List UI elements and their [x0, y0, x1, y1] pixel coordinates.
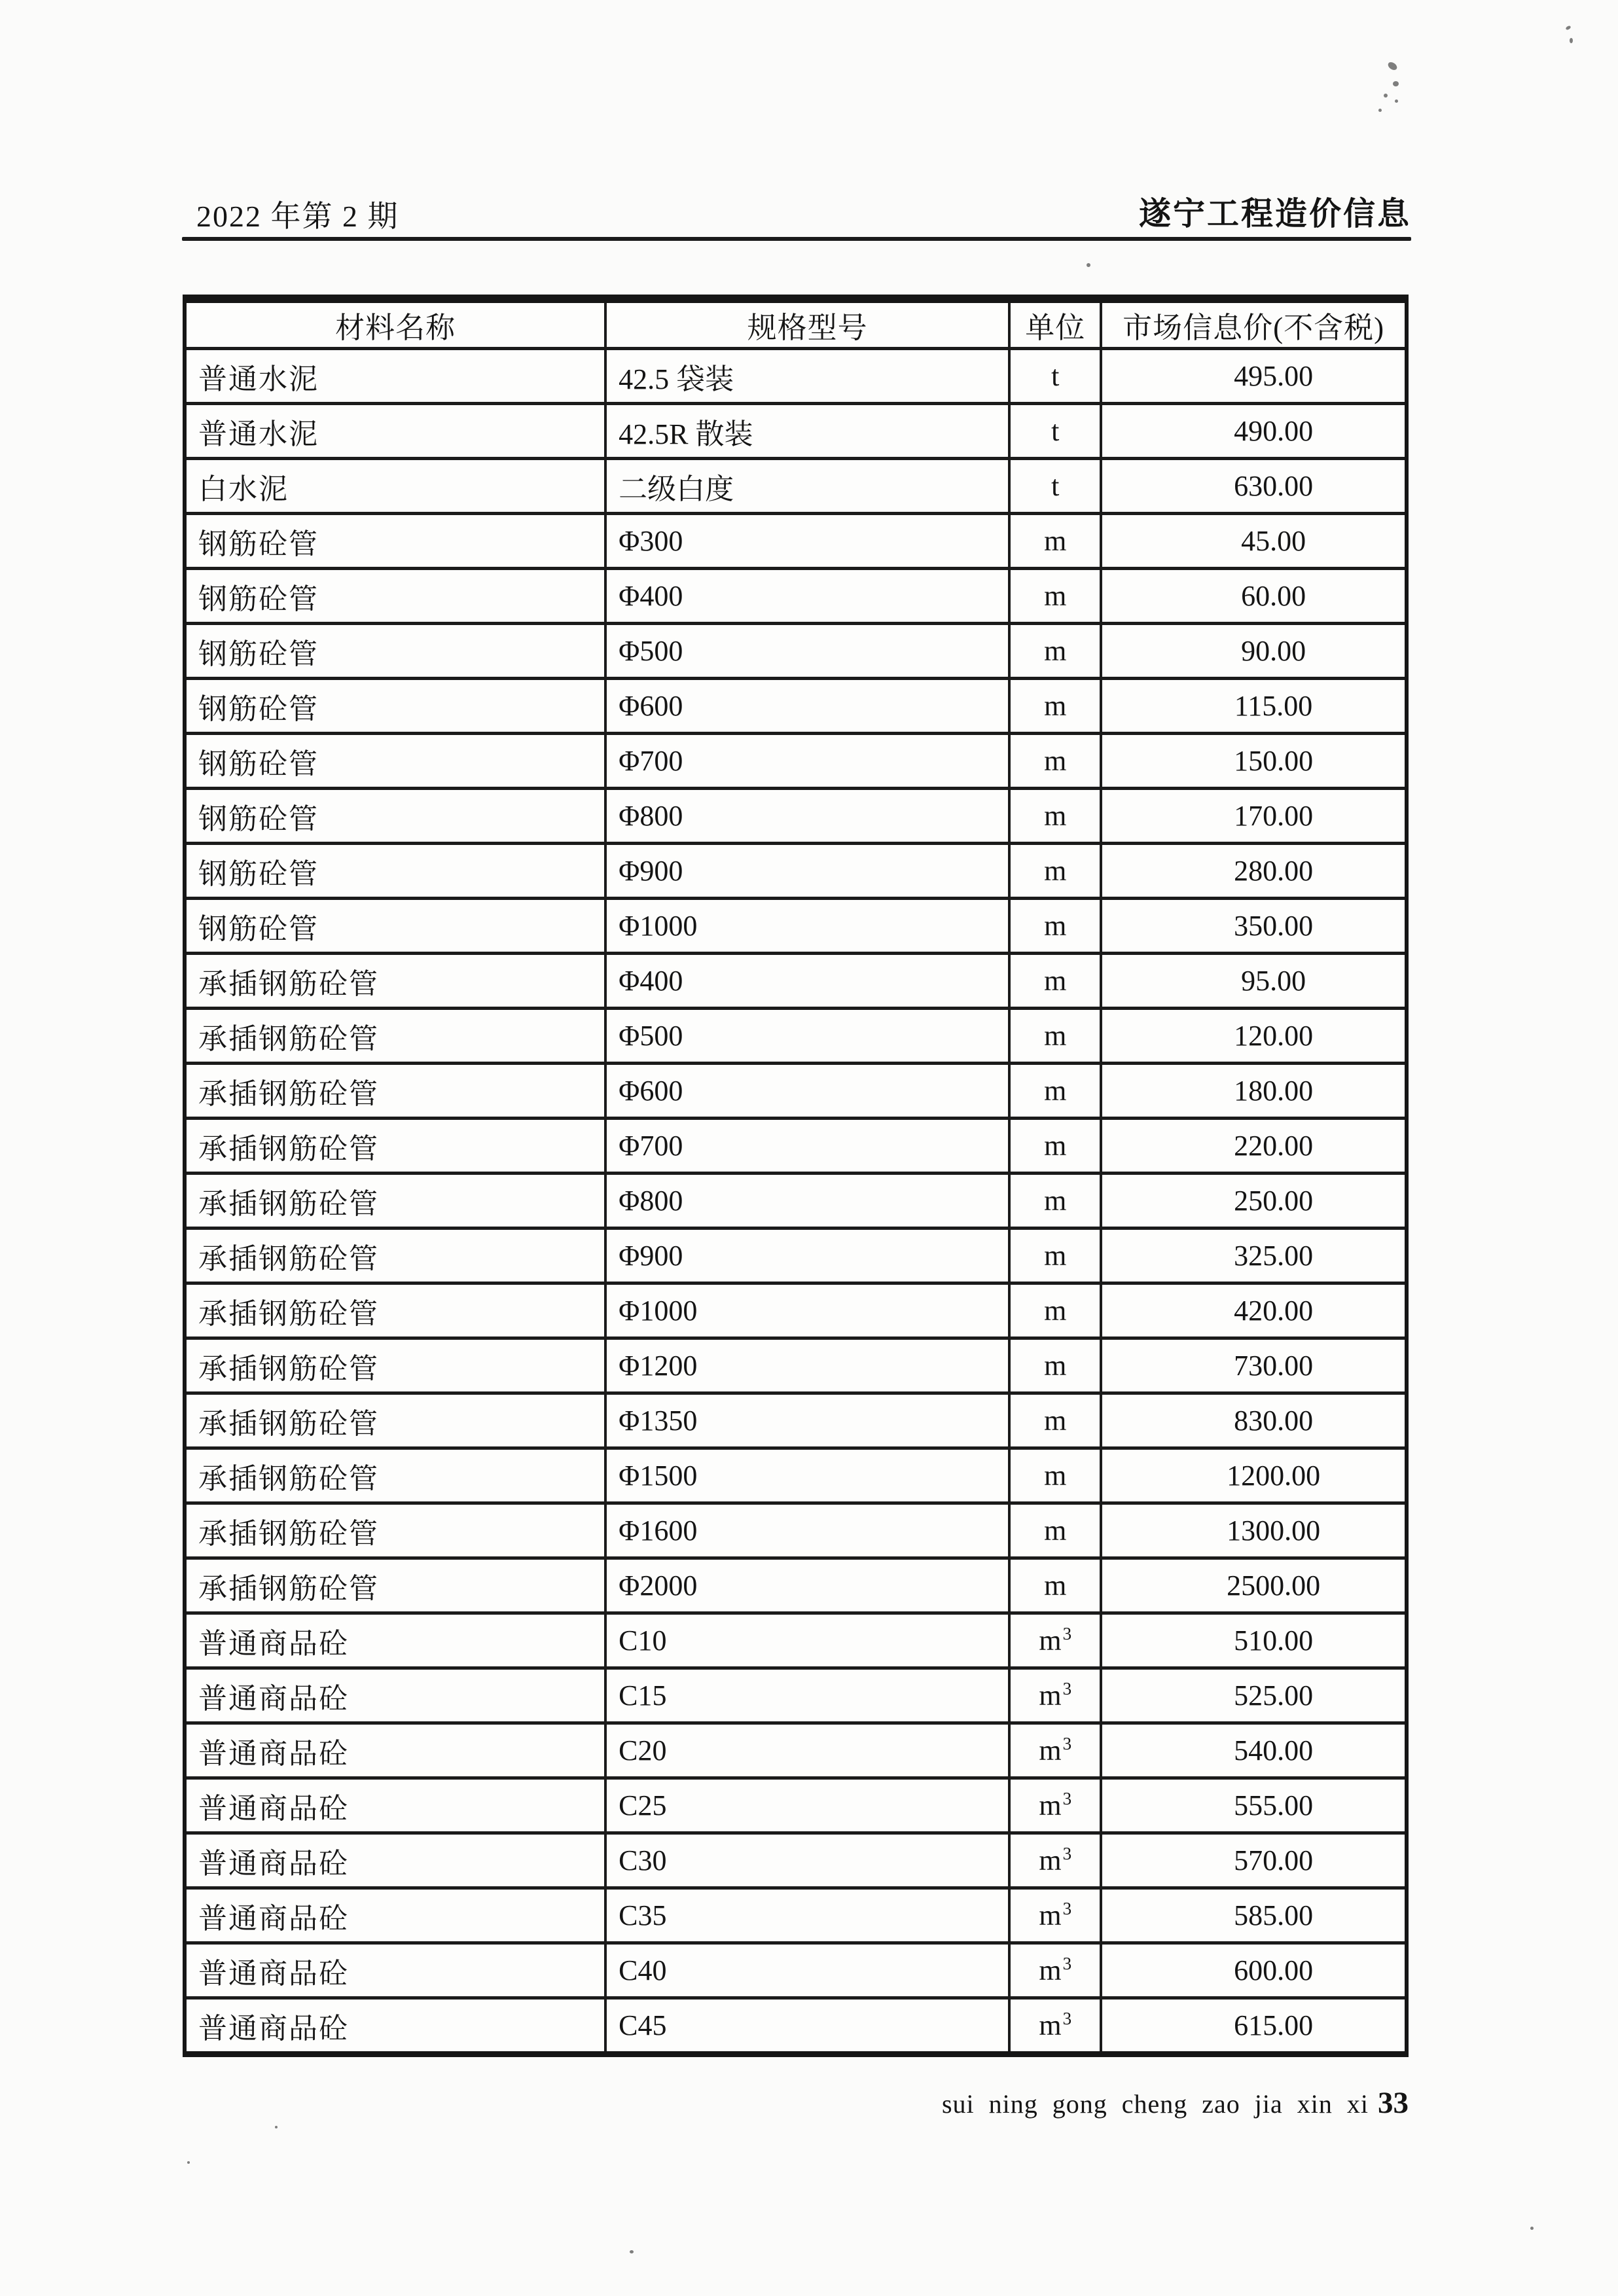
table-row: [185, 349, 1407, 404]
table-row: [185, 1009, 1407, 1064]
cell-price: 1300.00: [1101, 1503, 1407, 1558]
scan-speckle: [1378, 109, 1382, 112]
cell-price: 615.00: [1101, 1998, 1407, 2054]
table-row: [185, 1723, 1407, 1778]
cell-material: 承插钢筋砼管: [185, 1283, 605, 1338]
cell-unit: $m^3$: [1009, 1888, 1101, 1943]
cell-price: 120.00: [1101, 1009, 1407, 1064]
cell-price: 220.00: [1101, 1119, 1407, 1174]
cell-material: 钢筋砼管: [185, 569, 605, 624]
table-row: [185, 734, 1407, 789]
scan-speckle: [1384, 94, 1388, 98]
cell-spec: Φ1000: [605, 899, 1009, 954]
table-row: [185, 1503, 1407, 1558]
table-row: [185, 1174, 1407, 1229]
cell-spec: 42.5R 散装: [605, 404, 1009, 459]
cell-price: 540.00: [1101, 1723, 1407, 1778]
scan-speckle: [1570, 38, 1573, 43]
cell-unit: m: [1009, 1229, 1101, 1283]
header-divider: [182, 237, 1411, 241]
scan-speckle: [1393, 81, 1399, 86]
scan-speckle: [1530, 2227, 1534, 2230]
publication-title: 遂宁工程造价信息: [1138, 196, 1411, 232]
cell-unit: m: [1009, 1558, 1101, 1613]
scan-speckle: [275, 2126, 278, 2128]
scan-speckle: [187, 2161, 190, 2164]
cell-material: 钢筋砼管: [185, 514, 605, 569]
cell-price: 1200.00: [1101, 1448, 1407, 1503]
cell-material: 白水泥: [185, 459, 605, 514]
cell-unit: $m^3$: [1009, 1943, 1101, 1998]
cell-unit: m: [1009, 514, 1101, 569]
cell-spec: Φ900: [605, 844, 1009, 899]
cell-unit: m: [1009, 1448, 1101, 1503]
cell-spec: Φ700: [605, 734, 1009, 789]
cell-material: 承插钢筋砼管: [185, 954, 605, 1009]
table-row: [185, 1833, 1407, 1888]
scan-speckle: [630, 2250, 634, 2253]
cell-price: 555.00: [1101, 1778, 1407, 1833]
table-row: [185, 1943, 1407, 1998]
table-row: [185, 954, 1407, 1009]
table-row: [185, 459, 1407, 514]
cell-material: 钢筋砼管: [185, 899, 605, 954]
cell-material: 承插钢筋砼管: [185, 1119, 605, 1174]
cell-unit: m: [1009, 1393, 1101, 1448]
table-row: [185, 1778, 1407, 1833]
cell-material: 普通水泥: [185, 349, 605, 404]
cell-unit: m: [1009, 844, 1101, 899]
cell-price: 630.00: [1101, 459, 1407, 514]
cell-price: 90.00: [1101, 624, 1407, 679]
cell-spec: Φ400: [605, 569, 1009, 624]
cell-spec: Φ300: [605, 514, 1009, 569]
cell-material: 钢筋砼管: [185, 624, 605, 679]
table-row: [185, 1064, 1407, 1119]
cell-unit: m: [1009, 734, 1101, 789]
cell-price: 730.00: [1101, 1338, 1407, 1393]
cell-material: 普通商品砼: [185, 1998, 605, 2054]
cell-material: 承插钢筋砼管: [185, 1229, 605, 1283]
header-row: [185, 299, 1407, 349]
cell-price: 170.00: [1101, 789, 1407, 844]
cell-spec: Φ600: [605, 1064, 1009, 1119]
cell-price: 280.00: [1101, 844, 1407, 899]
cell-price: 250.00: [1101, 1174, 1407, 1229]
cell-price: 495.00: [1101, 349, 1407, 404]
cell-material: 承插钢筋砼管: [185, 1338, 605, 1393]
cell-material: 普通商品砼: [185, 1723, 605, 1778]
table-row: [185, 1558, 1407, 1613]
scan-speckle: [1087, 263, 1090, 267]
table-row: [185, 844, 1407, 899]
cell-price: 525.00: [1101, 1668, 1407, 1723]
cell-spec: C30: [605, 1833, 1009, 1888]
cell-unit: t: [1009, 404, 1101, 459]
table-row: [185, 569, 1407, 624]
superscript-3: 3: [1062, 2009, 1072, 2029]
table-row: [185, 1338, 1407, 1393]
cell-price: 510.00: [1101, 1613, 1407, 1668]
footer-pinyin: sui ning gong cheng zao jia xin xi: [941, 2089, 1369, 2119]
cell-material: 承插钢筋砼管: [185, 1393, 605, 1448]
cell-material: 承插钢筋砼管: [185, 1448, 605, 1503]
cell-unit: t: [1009, 349, 1101, 404]
cell-price: 150.00: [1101, 734, 1407, 789]
page-footer: [942, 2085, 1409, 2121]
table-row: [185, 1998, 1407, 2054]
cell-spec: C15: [605, 1668, 1009, 1723]
cell-spec: Φ900: [605, 1229, 1009, 1283]
cell-price: 325.00: [1101, 1229, 1407, 1283]
table-row: [185, 1393, 1407, 1448]
cell-unit: m: [1009, 1009, 1101, 1064]
table-row: [185, 679, 1407, 734]
cell-spec: 二级白度: [605, 459, 1009, 514]
cell-price: 830.00: [1101, 1393, 1407, 1448]
superscript-3: 3: [1062, 1679, 1072, 1699]
cell-material: 承插钢筋砼管: [185, 1558, 605, 1613]
cell-spec: Φ1200: [605, 1338, 1009, 1393]
cell-spec: C10: [605, 1613, 1009, 1668]
cell-unit: $m^3$: [1009, 1668, 1101, 1723]
cell-unit: $m^3$: [1009, 1778, 1101, 1833]
cell-material: 钢筋砼管: [185, 734, 605, 789]
cell-spec: Φ700: [605, 1119, 1009, 1174]
table-row: [185, 1119, 1407, 1174]
cell-spec: C35: [605, 1888, 1009, 1943]
cell-material: 普通商品砼: [185, 1888, 605, 1943]
cell-price: 115.00: [1101, 679, 1407, 734]
superscript-3: 3: [1062, 1734, 1072, 1754]
cell-price: 45.00: [1101, 514, 1407, 569]
cell-spec: Φ500: [605, 624, 1009, 679]
superscript-3: 3: [1062, 1899, 1072, 1919]
cell-material: 普通商品砼: [185, 1943, 605, 1998]
cell-spec: C45: [605, 1998, 1009, 2054]
cell-spec: 42.5 袋装: [605, 349, 1009, 404]
cell-material: 钢筋砼管: [185, 844, 605, 899]
cell-unit: m: [1009, 624, 1101, 679]
page-number: 33: [1378, 2086, 1409, 2120]
cell-spec: C40: [605, 1943, 1009, 1998]
cell-unit: m: [1009, 1283, 1101, 1338]
cell-spec: Φ1500: [605, 1448, 1009, 1503]
column-header-unit: 单位: [1009, 299, 1101, 349]
cell-unit: $m^3$: [1009, 1723, 1101, 1778]
column-header-spec: 规格型号: [605, 299, 1009, 349]
cell-spec: Φ800: [605, 1174, 1009, 1229]
cell-spec: Φ1000: [605, 1283, 1009, 1338]
cell-unit: m: [1009, 1174, 1101, 1229]
scan-speckle: [1395, 99, 1398, 103]
cell-spec: Φ500: [605, 1009, 1009, 1064]
price-table-body: [185, 349, 1407, 2054]
table-row: [185, 1613, 1407, 1668]
cell-unit: m: [1009, 789, 1101, 844]
cell-spec: C20: [605, 1723, 1009, 1778]
table-row: [185, 624, 1407, 679]
cell-spec: Φ600: [605, 679, 1009, 734]
table-row: [185, 1283, 1407, 1338]
cell-unit: m: [1009, 1064, 1101, 1119]
material-price-table: [183, 295, 1409, 2057]
table-row: [185, 1229, 1407, 1283]
cell-material: 钢筋砼管: [185, 789, 605, 844]
cell-price: 2500.00: [1101, 1558, 1407, 1613]
cell-material: 普通商品砼: [185, 1833, 605, 1888]
cell-material: 钢筋砼管: [185, 679, 605, 734]
cell-material: 承插钢筋砼管: [185, 1009, 605, 1064]
cell-price: 180.00: [1101, 1064, 1407, 1119]
cell-unit: $m^3$: [1009, 1613, 1101, 1668]
table-row: [185, 789, 1407, 844]
cell-price: 420.00: [1101, 1283, 1407, 1338]
cell-price: 490.00: [1101, 404, 1407, 459]
cell-price: 570.00: [1101, 1833, 1407, 1888]
cell-unit: m: [1009, 569, 1101, 624]
superscript-3: 3: [1062, 1624, 1072, 1644]
cell-material: 承插钢筋砼管: [185, 1064, 605, 1119]
cell-price: 95.00: [1101, 954, 1407, 1009]
table-row: [185, 1448, 1407, 1503]
cell-spec: Φ400: [605, 954, 1009, 1009]
cell-price: 600.00: [1101, 1943, 1407, 1998]
cell-spec: Φ800: [605, 789, 1009, 844]
cell-material: 普通商品砼: [185, 1778, 605, 1833]
cell-spec: Φ1350: [605, 1393, 1009, 1448]
cell-material: 普通商品砼: [185, 1613, 605, 1668]
cell-spec: Φ1600: [605, 1503, 1009, 1558]
superscript-3: 3: [1062, 1844, 1072, 1864]
cell-price: 350.00: [1101, 899, 1407, 954]
column-header-material: 材料名称: [185, 299, 605, 349]
cell-material: 承插钢筋砼管: [185, 1174, 605, 1229]
superscript-3: 3: [1062, 1954, 1072, 1974]
table-row: [185, 899, 1407, 954]
cell-unit: m: [1009, 1503, 1101, 1558]
cell-unit: $m^3$: [1009, 1833, 1101, 1888]
cell-material: 承插钢筋砼管: [185, 1503, 605, 1558]
issue-label: 2022 年第 2 期: [196, 200, 399, 233]
price-table-header: [185, 299, 1407, 349]
cell-price: 60.00: [1101, 569, 1407, 624]
cell-unit: $m^3$: [1009, 1998, 1101, 2054]
cell-material: 普通商品砼: [185, 1668, 605, 1723]
table-row: [185, 1668, 1407, 1723]
cell-unit: t: [1009, 459, 1101, 514]
scan-speckle: [1565, 25, 1571, 30]
cell-spec: Φ2000: [605, 1558, 1009, 1613]
table-row: [185, 1888, 1407, 1943]
table-row: [185, 404, 1407, 459]
superscript-3: 3: [1062, 1789, 1072, 1809]
cell-unit: m: [1009, 679, 1101, 734]
cell-unit: m: [1009, 1119, 1101, 1174]
cell-unit: m: [1009, 899, 1101, 954]
table-row: [185, 514, 1407, 569]
cell-price: 585.00: [1101, 1888, 1407, 1943]
cell-unit: m: [1009, 954, 1101, 1009]
column-header-price: 市场信息价(不含税): [1101, 299, 1407, 349]
cell-material: 普通水泥: [185, 404, 605, 459]
scan-speckle: [1386, 61, 1398, 72]
cell-spec: C25: [605, 1778, 1009, 1833]
cell-unit: m: [1009, 1338, 1101, 1393]
